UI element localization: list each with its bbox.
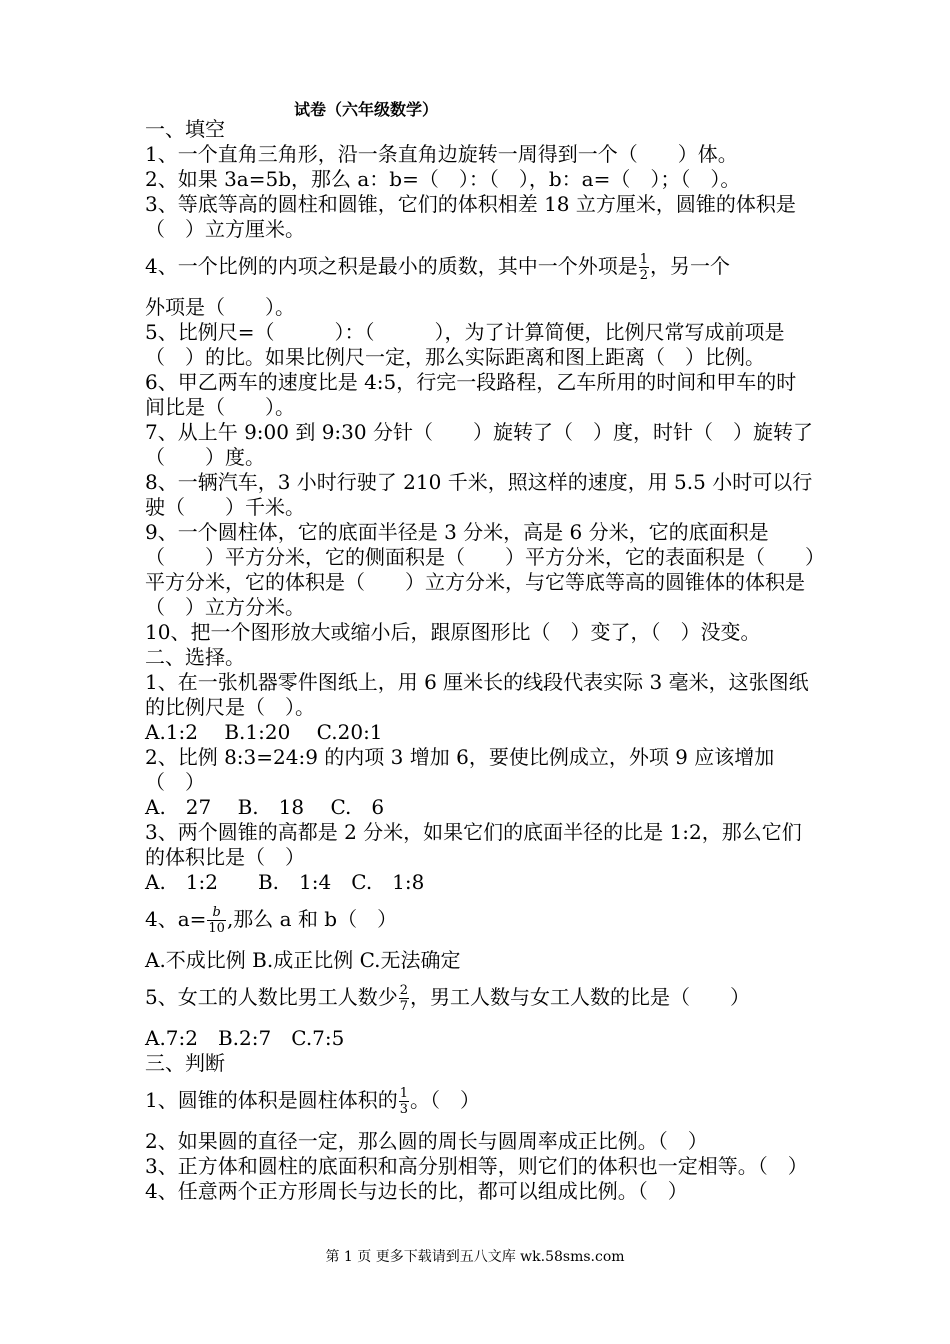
question-2-3: 3、两个圆锥的高都是 2 分米，如果它们的底面半径的比是 1:2，那么它们的体积比是（ ） (145, 820, 802, 869)
fraction-denominator: 3 (399, 1102, 409, 1117)
question-1-3: 3、等底等高的圆柱和圆锥，它们的体积相差 18 立方厘米，圆锥的体积是（ ）立方厘米。 (145, 192, 796, 241)
section-heading-judge: 三、判断 (145, 1051, 225, 1075)
fraction-one-third (399, 1086, 409, 1117)
question-2-5-text-a: 5、女工的人数比男工人数少 (145, 985, 398, 1009)
question-2-5-options: A.7:2 B.2:7 C.7:5 (145, 1026, 345, 1050)
question-3-4: 4、任意两个正方形周长与边长的比，都可以组成比例。（ ） (145, 1179, 688, 1203)
question-2-5 (145, 973, 815, 1026)
page-footer: 第 1 页 更多下载请到五八文库 wk.58sms.com (325, 1249, 625, 1265)
fraction-two-sevenths (399, 983, 409, 1014)
fraction-denominator: 10 (208, 921, 225, 936)
section-heading-fill-blank: 一、填空 (145, 117, 225, 141)
question-2-4 (145, 895, 815, 948)
question-2-1-options: A.1:2 B.1:20 C.20:1 (145, 720, 383, 744)
question-1-4-text-b: ，另一个 (650, 254, 731, 278)
question-2-5-text-b: ，男工人数与女工人数的比是（ ） (410, 985, 751, 1009)
fraction-numerator: 1 (639, 252, 649, 267)
fraction-b-over-10 (207, 905, 226, 936)
section-heading-choice: 二、选择。 (145, 645, 245, 669)
question-2-2: 2、比例 8:3=24:9 的内项 3 增加 6，要使比例成立，外项 9 应该增加（ ） (145, 745, 775, 794)
question-2-4-text-a: 4、a= (145, 907, 207, 931)
question-1-6: 6、甲乙两车的速度比是 4:5，行完一段路程，乙车所用的时间和甲车的时间比是（ ）。 (145, 370, 797, 419)
exam-content (145, 117, 815, 1204)
question-2-4-text-b: ,那么 a 和 b（ ） (226, 907, 398, 931)
fraction-denominator: 7 (399, 999, 409, 1014)
question-2-3-options: A. 1:2 B. 1:4 C. 1:8 (145, 870, 425, 894)
question-1-4 (145, 242, 815, 295)
question-1-1: 1、一个直角三角形，沿一条直角边旋转一周得到一个（ ）体。 (145, 142, 738, 166)
exam-title: 试卷（六年级数学） (294, 100, 439, 119)
question-3-1-text-a: 1、圆锥的体积是圆柱体积的 (145, 1088, 398, 1112)
question-1-10: 10、把一个图形放大或缩小后，跟原图形比（ ）变了，（ ）没变。 (145, 620, 761, 644)
question-2-2-options: A. 27 B. 18 C. 6 (145, 795, 385, 819)
question-3-2: 2、如果圆的直径一定，那么圆的周长与圆周率成正比例。（ ） (145, 1129, 708, 1153)
question-1-4-continued: 外项是（ ）。 (145, 295, 295, 319)
fraction-numerator: b (207, 905, 226, 921)
question-1-8: 8、一辆汽车，3 小时行驶了 210 千米，照这样的速度，用 5.5 小时可以行驶（ ）千米。 (145, 470, 813, 519)
question-3-1 (145, 1076, 815, 1129)
fraction-one-half (639, 252, 649, 283)
question-1-4-text-a: 4、一个比例的内项之积是最小的质数，其中一个外项是 (145, 254, 638, 278)
question-2-1: 1、在一张机器零件图纸上，用 6 厘米长的线段代表实际 3 毫米，这张图纸的比例尺是（ ）。 (145, 670, 809, 719)
question-3-1-text-b: 。（ ） (410, 1088, 481, 1112)
question-1-2: 2、如果 3a=5b，那么 a：b=（ ）：（ ），b：a=（ ）；（ ）。 (145, 167, 741, 191)
fraction-denominator: 2 (639, 268, 649, 283)
question-1-9: 9、一个圆柱体，它的底面半径是 3 分米，高是 6 分米，它的底面积是（ ）平方分米，它的侧面积是（ ）平方分米，它的表面积是（ ）平方分米，它的体积是（ ）立方分米，与它等底等高的圆锥体的体积是（ ）立方分米。 (145, 520, 815, 619)
fraction-numerator: 1 (399, 1086, 409, 1101)
question-3-3: 3、正方体和圆柱的底面积和高分别相等，则它们的体积也一定相等。（ ） (145, 1154, 808, 1178)
fraction-numerator: 2 (399, 983, 409, 998)
question-1-5: 5、比例尺=（ ）：（ ），为了计算简便，比例尺常写成前项是（ ）的比。如果比例尺一定，那么实际距离和图上距离（ ）比例。 (145, 320, 785, 369)
question-1-7: 7、从上午 9:00 到 9:30 分针（ ）旋转了（ ）度，时针（ ）旋转了（ ）度。 (145, 420, 813, 469)
question-2-4-options: A.不成比例 B.成正比例 C.无法确定 (145, 948, 461, 972)
